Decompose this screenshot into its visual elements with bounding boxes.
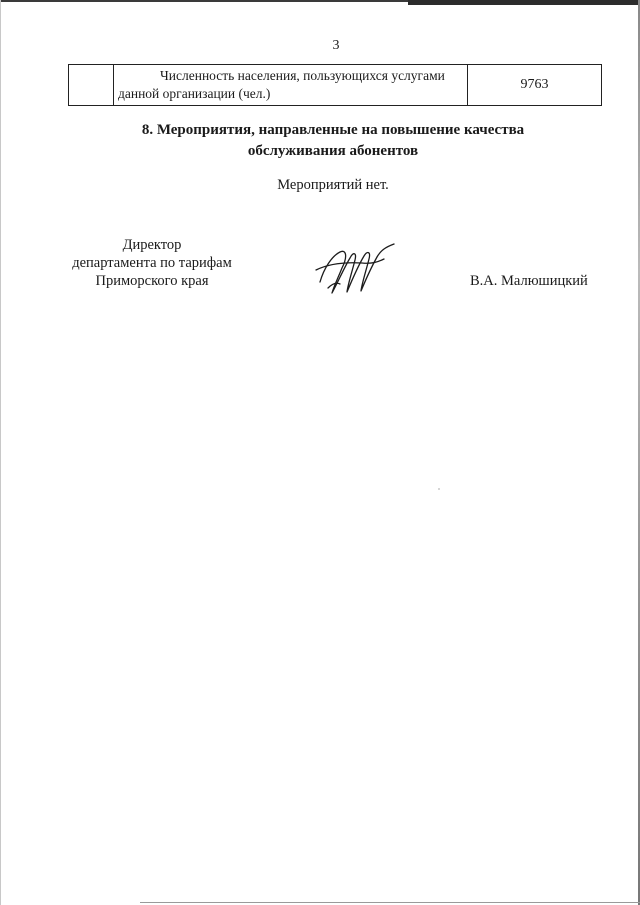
page-number: 3 — [332, 38, 340, 53]
section-heading-line-2: обслуживания абонентов — [247, 143, 419, 159]
scan-border-top-right — [408, 0, 640, 5]
row-label-cell — [114, 65, 468, 106]
row-value-cell: 9763 — [468, 65, 602, 106]
scan-border-bottom — [140, 902, 640, 903]
population-table — [68, 64, 602, 106]
signatory-title — [66, 236, 238, 290]
scan-speck — [438, 488, 440, 490]
row-label-line-1: Численность населения, пользующихся услугами — [160, 68, 445, 83]
row-label-line-2: данной организации (чел.) — [118, 86, 271, 101]
signatory-title-line-1: Директор — [122, 237, 182, 253]
handwritten-signature — [314, 238, 398, 300]
signatory-title-line-3: Приморского края — [95, 273, 209, 289]
section-body: Мероприятий нет. — [277, 177, 389, 193]
table-row — [69, 65, 602, 106]
row-number-cell — [69, 65, 114, 106]
scan-border-left — [0, 0, 1, 905]
signatory-title-line-2: департамента по тарифам — [72, 255, 232, 271]
section-heading — [66, 120, 600, 162]
signatory-name: В.А. Малюшицкий — [470, 273, 588, 289]
section-heading-line-1: 8. Мероприятия, направленные на повышение качества — [141, 122, 525, 138]
